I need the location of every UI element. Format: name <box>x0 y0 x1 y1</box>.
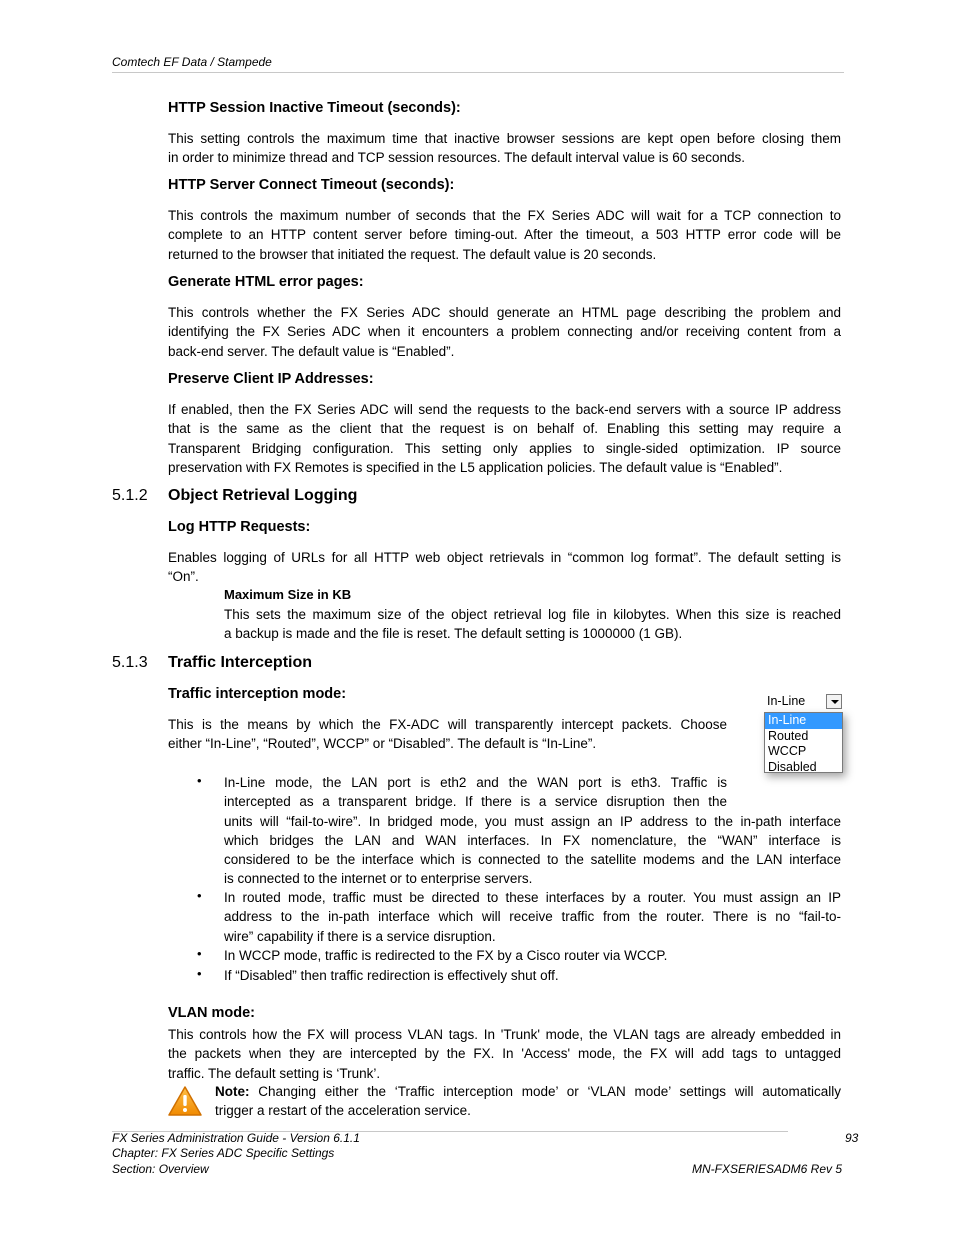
bullet-routed <box>224 888 841 946</box>
bullet-marker: • <box>197 888 202 903</box>
text-line: Transparent Bridging configuration. This setting only applies to single-sided optimization. IP source <box>168 440 841 456</box>
footer-section: Section: Overview <box>112 1162 209 1176</box>
text-line: wire” capability if there is a service disruption. <box>224 928 496 944</box>
para-connect-timeout <box>168 206 841 264</box>
section-title-512: Object Retrieval Logging <box>168 487 358 504</box>
bullet-inline-b <box>224 812 841 889</box>
para-session-timeout <box>168 129 841 168</box>
text-line: In routed mode, traffic must be directed to these interfaces by a router. You must assign an IP <box>224 890 841 905</box>
interception-mode-select[interactable] <box>764 693 842 711</box>
para-intercept-mode <box>168 715 727 754</box>
text-line: a backup is made and the file is reset. The default setting is 1000000 (1 GB). <box>224 626 683 642</box>
heading-error-pages: Generate HTML error pages: <box>168 274 364 290</box>
text-line: considered to be the interface which is connected to the satellite modems and the LAN interface <box>224 852 841 868</box>
text-line: This is the means by which the FX-ADC will transparently intercept packets. Choose <box>168 717 727 732</box>
note-text <box>215 1082 841 1121</box>
para-preserve-ip <box>168 400 841 477</box>
text-line: complete to an HTTP content server before timing-out. After the timeout, a 503 HTTP error code will be <box>168 227 841 243</box>
text-line: either “In-Line”, “Routed”, WCCP” or “Disabled”. The default is “In-Line”. <box>168 736 597 752</box>
heading-log-http: Log HTTP Requests: <box>168 519 311 535</box>
text-line: returned to the browser that initiated the request. The default value is 20 seconds. <box>168 246 657 262</box>
text-line: If “Disabled” then traffic redirection is effectively shut off. <box>224 968 559 983</box>
section-number-512: 5.1.2 <box>112 487 148 504</box>
note-line-2: trigger a restart of the acceleration service. <box>215 1103 471 1119</box>
heading-preserve-ip: Preserve Client IP Addresses: <box>168 371 374 387</box>
heading-session-timeout: HTTP Session Inactive Timeout (seconds): <box>168 100 461 116</box>
chevron-down-icon[interactable] <box>826 694 842 709</box>
note-line-1: Changing either the ‘Traffic interception mode’ or ‘VLAN mode’ settings will automatically <box>249 1084 841 1099</box>
para-log-http <box>168 548 841 587</box>
option-wccp[interactable]: WCCP <box>768 744 807 758</box>
option-routed[interactable]: Routed <box>768 728 809 743</box>
text-line: units will “fail-to-wire”. In bridged mode, you must assign an IP address to the in-path interface <box>224 813 841 829</box>
bullet-marker: • <box>197 946 202 961</box>
text-line: is connected to the internet or to enterprise servers. <box>224 871 533 887</box>
para-vlan-mode <box>168 1025 841 1083</box>
text-line: in order to minimize thread and TCP session resources. The default interval value is 60 seconds. <box>168 150 746 166</box>
text-line: identifying the FX Series ADC when it encounters a problem connecting and/or receiving content from a <box>168 324 841 340</box>
option-disabled[interactable]: Disabled <box>768 759 817 774</box>
heading-connect-timeout: HTTP Server Connect Timeout (seconds): <box>168 177 455 193</box>
interception-mode-options <box>764 712 843 773</box>
text-line: the packets when they are intercepted by the FX. In 'Access' mode, the FX will add tags to untagged <box>168 1046 841 1062</box>
heading-intercept-mode: Traffic interception mode: <box>168 686 347 702</box>
section-number-513: 5.1.3 <box>112 654 148 671</box>
text-line: Enables logging of URLs for all HTTP web object retrievals in “common log format”. The default setting is <box>168 550 841 565</box>
text-line: In WCCP mode, traffic is redirected to the FX by a Cisco router via WCCP. <box>224 948 668 963</box>
bullet-marker: • <box>197 773 202 788</box>
text-line: traffic. The default setting is ‘Trunk’. <box>168 1065 381 1081</box>
text-line: intercepted as a transparent bridge. If there is a service disruption then the <box>224 794 727 810</box>
bullet-wccp <box>224 946 841 965</box>
text-line: “On”. <box>168 569 199 585</box>
section-title-513: Traffic Interception <box>168 654 313 671</box>
para-max-size <box>224 605 841 644</box>
heading-vlan-mode: VLAN mode: <box>168 1005 255 1021</box>
text-line: This setting controls the maximum time that inactive browser sessions are kept open before closing them <box>168 131 841 146</box>
text-line: back-end server. The default value is “Enabled”. <box>168 343 455 359</box>
option-inline[interactable]: In-Line <box>765 713 842 729</box>
text-line: address to the in-path interface which will receive traffic from the router. There is no “fail-to- <box>224 909 841 925</box>
text-line: This sets the maximum size of the object retrieval log file in kilobytes. When this size is reached <box>224 607 841 622</box>
header-divider <box>112 72 844 73</box>
footer-chapter: Chapter: FX Series ADC Specific Settings <box>112 1146 335 1160</box>
text-line: This controls whether the FX Series ADC should generate an HTML page describing the problem and <box>168 305 841 320</box>
text-line: This controls how the FX will process VLAN tags. In 'Trunk' mode, the VLAN tags are already embedded in <box>168 1027 841 1042</box>
page-number: 93 <box>845 1131 859 1145</box>
text-line: that is the same as the client that the request is on behalf of. Enabling this setting may require a <box>168 421 841 437</box>
bullet-inline-a <box>224 773 727 812</box>
bullet-disabled <box>224 966 841 985</box>
text-line: This controls the maximum number of seconds that the FX Series ADC will wait for a TCP connection to <box>168 208 841 223</box>
text-line: In-Line mode, the LAN port is eth2 and the WAN port is eth3. Traffic is <box>224 775 727 790</box>
bullet-marker: • <box>197 966 202 981</box>
heading-max-size: Maximum Size in KB <box>224 587 352 602</box>
text-line: which bridges the LAN and WAN interfaces. In FX nomenclature, the “WAN” interface is <box>224 832 841 848</box>
selected-value: In-Line <box>767 694 806 708</box>
note-line <box>215 1082 841 1101</box>
note-label: Note: <box>215 1084 250 1099</box>
running-header: Comtech EF Data / Stampede <box>112 55 272 69</box>
footer-doc-id: MN-FXSERIESADM6 Rev 5 <box>691 1162 842 1176</box>
warning-triangle-icon <box>167 1085 203 1117</box>
para-error-pages <box>168 303 841 361</box>
text-line: preservation with FX Remotes is specified in the L5 application policies. The default value is “Enabled”. <box>168 459 783 475</box>
text-line: If enabled, then the FX Series ADC will send the requests to the back-end servers with a source IP address <box>168 402 841 417</box>
footer-guide: FX Series Administration Guide - Version 6.1.1 <box>112 1131 360 1145</box>
